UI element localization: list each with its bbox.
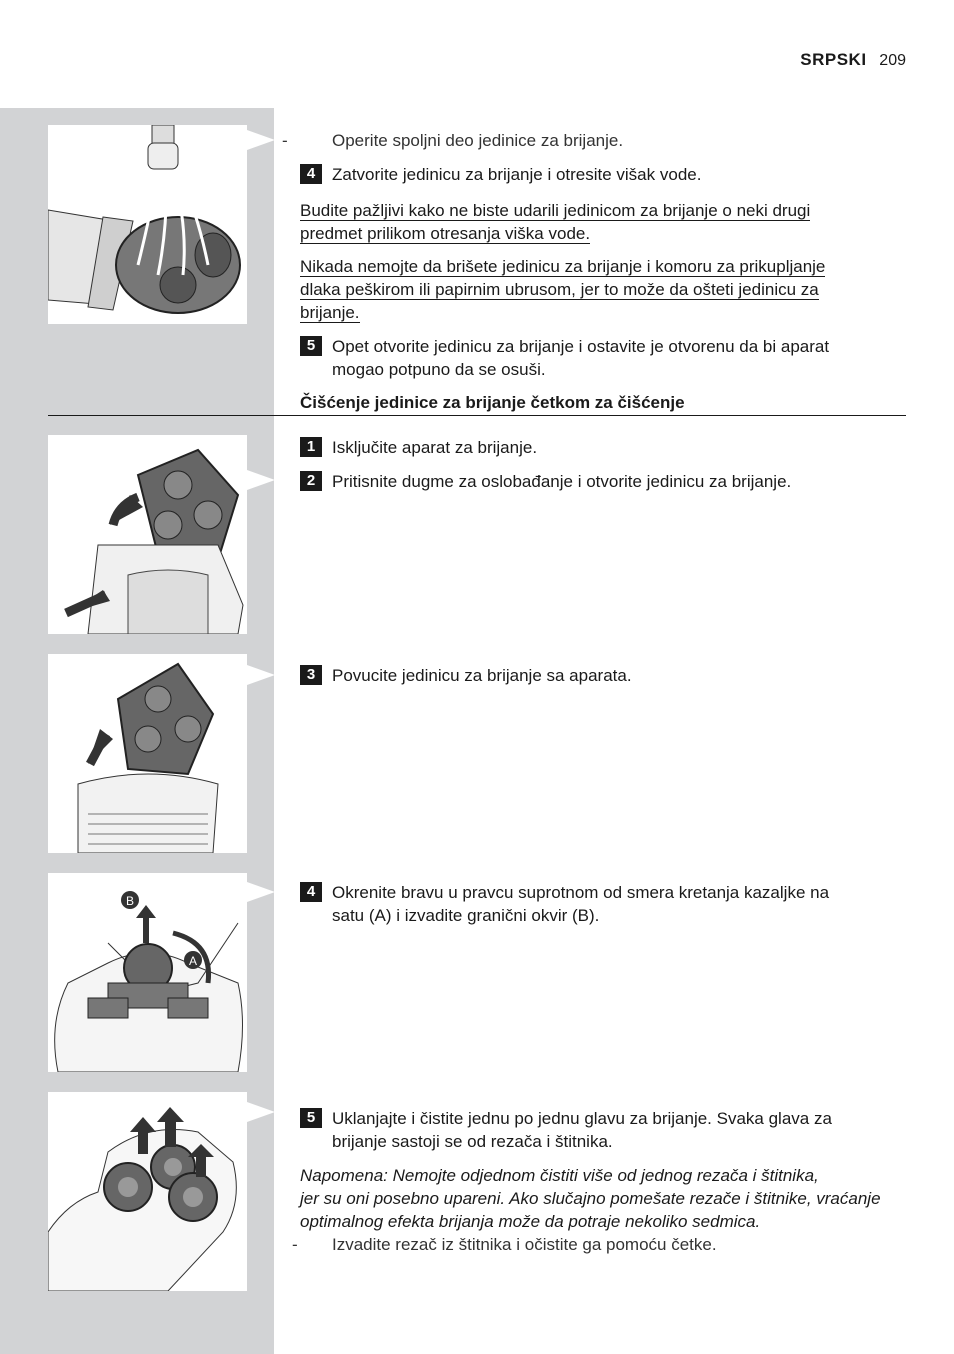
step-text: Opet otvorite jedinicu za brijanje i ostavite je otvorenu da bi aparat bbox=[332, 337, 830, 356]
retaining-frame-illustration bbox=[48, 873, 247, 1072]
note-text: Napomena: Nemojte odjednom čistiti više od jednog rezača i štitnika, bbox=[300, 1166, 819, 1185]
step-number: 2 bbox=[300, 471, 322, 491]
open-shaver-illustration bbox=[48, 435, 247, 634]
step-text: Okrenite bravu u pravcu suprotnom od smera kretanja kazaljke na bbox=[332, 883, 830, 902]
instruction-step bbox=[300, 881, 938, 904]
panel-pointer bbox=[247, 665, 275, 685]
step-text: Pritisnite dugme za oslobađanje i otvorite jedinicu za brijanje. bbox=[332, 472, 792, 491]
instruction-step bbox=[300, 664, 938, 687]
step-text: satu (A) i izvadite granični okvir (B). bbox=[332, 906, 600, 925]
language-label: SRPSKI bbox=[800, 50, 867, 69]
warning-text: Nikada nemojte da brišete jedinicu za brijanje i komoru za prikupljanje bbox=[300, 257, 826, 276]
figure-label-a: A bbox=[188, 954, 198, 968]
step-text: Povucite jedinicu za brijanje sa aparata. bbox=[332, 666, 632, 685]
warning-text: brijanje. bbox=[300, 303, 360, 322]
step-number: 4 bbox=[300, 882, 322, 902]
step-number: 1 bbox=[300, 437, 322, 457]
step-text: Zatvorite jedinicu za brijanje i otresite višak vode. bbox=[332, 165, 702, 184]
warning-text: dlaka peškirom ili papirnim ubrusom, jer to može da ošteti jedinicu za bbox=[300, 280, 819, 299]
warning-text: predmet prilikom otresanja viška vode. bbox=[300, 224, 591, 243]
note-text: optimalnog efekta brijanja može da potraje nekoliko sedmica. bbox=[300, 1212, 761, 1231]
section-heading: Čišćenje jedinice za brijanje četkom za čišćenje bbox=[300, 393, 685, 412]
faucet-rinse-illustration bbox=[48, 125, 247, 324]
panel-pointer bbox=[247, 882, 275, 902]
instruction-step bbox=[300, 470, 938, 493]
instruction-step bbox=[300, 436, 938, 459]
step-text: Isključite aparat za brijanje. bbox=[332, 438, 538, 457]
step-text: mogao potpuno da se osuši. bbox=[332, 360, 546, 379]
instruction-dash: - Operite spoljni deo jedinice za brijanje. bbox=[282, 131, 624, 150]
instruction-step-continued bbox=[300, 358, 938, 381]
shaving-heads-illustration bbox=[48, 1092, 247, 1291]
panel-pointer bbox=[247, 1102, 275, 1122]
step-number: 5 bbox=[300, 336, 322, 356]
instruction-text: Operite spoljni deo jedinice za brijanje. bbox=[332, 131, 624, 150]
instruction-text: Izvadite rezač iz štitnika i očistite ga pomoću četke. bbox=[332, 1235, 717, 1254]
figure-label-b: B bbox=[125, 894, 135, 908]
page-number: 209 bbox=[879, 52, 906, 69]
instruction-step-continued bbox=[300, 1130, 938, 1153]
step-number: 3 bbox=[300, 665, 322, 685]
page-header bbox=[800, 50, 906, 70]
instruction-step bbox=[300, 163, 938, 186]
note-text: jer su oni posebno upareni. Ako slučajno pomešate rezače i štitnike, vraćanje bbox=[300, 1189, 881, 1208]
step-number: 5 bbox=[300, 1108, 322, 1128]
step-number: 4 bbox=[300, 164, 322, 184]
instruction-step bbox=[300, 335, 938, 358]
step-text: brijanje sastoji se od rezača i štitnika. bbox=[332, 1132, 613, 1151]
panel-pointer bbox=[247, 130, 275, 150]
panel-pointer bbox=[247, 470, 275, 490]
warning-text: Budite pažljivi kako ne biste udarili jedinicom za brijanje o neki drugi bbox=[300, 201, 811, 220]
instruction-step bbox=[300, 1107, 938, 1130]
instruction-dash: - Izvadite rezač iz štitnika i očistite ga pomoću četke. bbox=[292, 1235, 717, 1254]
step-text: Uklanjajte i čistite jednu po jednu glavu za brijanje. Svaka glava za bbox=[332, 1109, 832, 1128]
section-divider bbox=[48, 415, 906, 416]
instruction-step-continued bbox=[300, 904, 938, 927]
remove-unit-illustration bbox=[48, 654, 247, 853]
